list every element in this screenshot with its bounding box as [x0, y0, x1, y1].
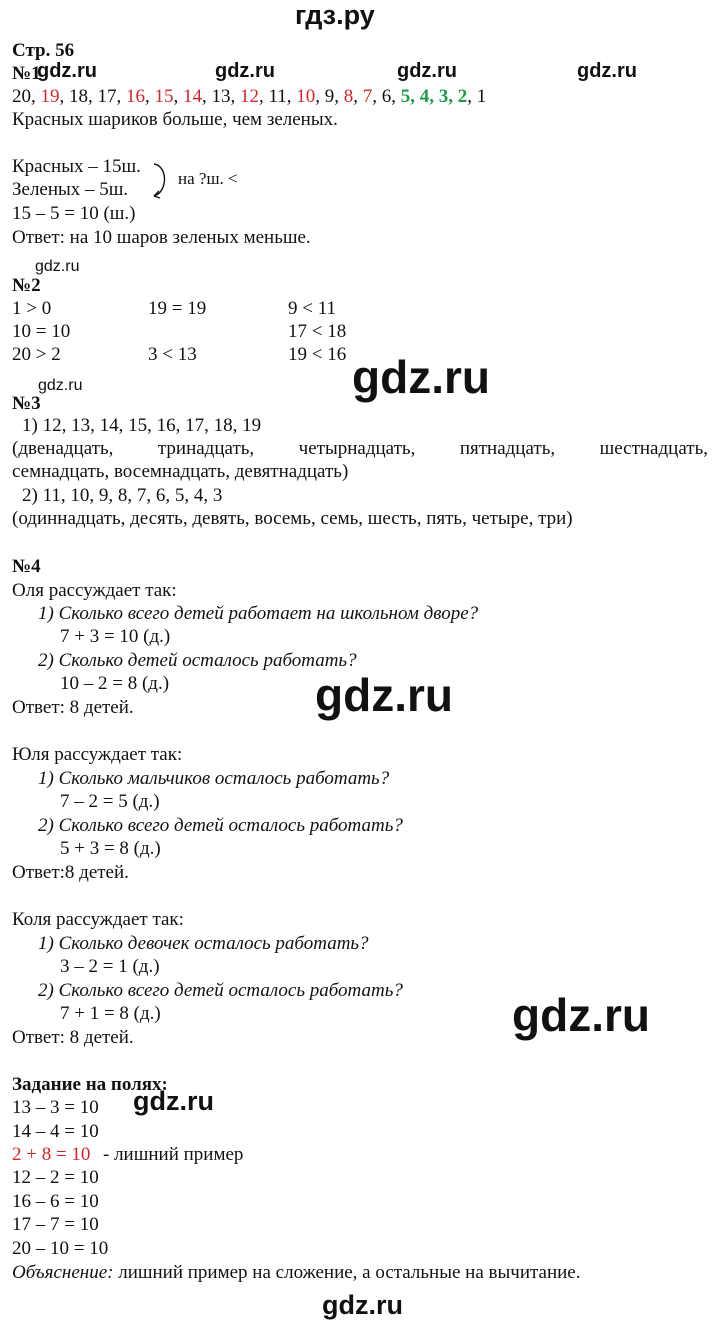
number-word: (двенадцать,	[12, 438, 114, 459]
task2-number: №2	[12, 275, 41, 296]
sequence-number: ,	[173, 86, 183, 107]
odd-note: - лишний пример	[103, 1144, 244, 1165]
margin-expression: 14 – 4 = 10	[12, 1121, 99, 1142]
margin-expression: 13 – 3 = 10	[12, 1097, 99, 1118]
watermark: gdz.ru	[215, 60, 275, 82]
comparison-question: на ?ш. <	[178, 169, 238, 188]
number-word: шестнадцать,	[599, 438, 708, 459]
task3-words-line2: семнадцать, восемнадцать, девятнадцать)	[12, 461, 349, 482]
sequence-number: 19	[40, 86, 60, 107]
margin-expression: 20 – 10 = 10	[12, 1238, 109, 1259]
number-word: пятнадцать,	[459, 438, 556, 459]
watermark: gdz.ru	[133, 1086, 214, 1116]
margin-expression: 16 – 6 = 10	[12, 1191, 99, 1212]
sequence-number: 12	[240, 86, 259, 107]
kolya-calc2: 7 + 1 = 8 (д.)	[60, 1003, 161, 1024]
number-word: четырнадцать,	[298, 438, 416, 459]
task1-statement: Красных шариков больше, чем зеленых.	[12, 109, 338, 130]
sequence-number: 15	[154, 86, 174, 107]
task3-words2: (одиннадцать, десять, девять, восемь, семь, шесть, пять, четыре, три)	[12, 508, 573, 529]
explanation-text: лишний пример на сложение, а остальные на вычитание.	[113, 1262, 581, 1283]
odd-expression: 2 + 8 = 10	[12, 1144, 91, 1165]
margin-task-title: Задание на полях:	[12, 1074, 168, 1095]
sequence-number: , 1	[467, 86, 487, 107]
sequence-number: , 11,	[259, 86, 297, 107]
explanation-label: Объяснение:	[12, 1262, 114, 1283]
compare-cell: 10 = 10	[12, 321, 71, 342]
watermark: gdz.ru	[352, 351, 490, 403]
red-count-line: Красных – 15ш.	[12, 156, 141, 177]
task1-solution: 15 – 5 = 10 (ш.)	[12, 203, 136, 224]
kolya-answer: Ответ: 8 детей.	[12, 1027, 134, 1048]
sequence-number: 7	[362, 86, 373, 107]
green-count-line: Зеленых – 5ш.	[12, 179, 129, 200]
explanation	[12, 1262, 580, 1284]
comparison-bracket-icon	[150, 158, 172, 204]
task1-answer: Ответ: на 10 шаров зеленых меньше.	[12, 227, 311, 248]
olya-calc1: 7 + 3 = 10 (д.)	[60, 626, 171, 647]
task3-part1: 1) 12, 13, 14, 15, 16, 17, 18, 19	[22, 415, 262, 436]
task3-words-line1	[12, 438, 708, 460]
watermark: gdz.ru	[577, 60, 637, 82]
watermark: gdz.ru	[512, 989, 650, 1041]
number-sequence	[12, 86, 486, 108]
task3-number: №3	[12, 393, 41, 414]
task4-number: №4	[12, 556, 41, 577]
sequence-number: 8	[343, 86, 354, 107]
task1-number: №1	[12, 63, 41, 84]
sequence-number: 16	[126, 86, 145, 107]
kolya-question2: 2) Сколько всего детей осталось работать?	[38, 980, 403, 1001]
compare-cell: 20 > 2	[12, 344, 61, 365]
sequence-number: 5, 4, 3, 2	[400, 86, 468, 107]
yulya-answer: Ответ:8 детей.	[12, 862, 129, 883]
sequence-number: ,	[353, 86, 363, 107]
olya-question1: 1) Сколько всего детей работает на школьном дворе?	[38, 603, 479, 624]
watermark: gdz.ru	[35, 258, 80, 275]
kolya-question1: 1) Сколько девочек осталось работать?	[38, 933, 369, 954]
yulya-calc2: 5 + 3 = 8 (д.)	[60, 838, 161, 859]
sequence-number: , 6,	[372, 86, 401, 107]
watermark: gdz.ru	[322, 1290, 403, 1320]
sequence-number: , 9,	[315, 86, 344, 107]
watermark: gdz.ru	[38, 377, 83, 394]
olya-calc2: 10 – 2 = 8 (д.)	[60, 673, 170, 694]
watermark: gdz.ru	[37, 60, 97, 82]
margin-expression: 17 – 7 = 10	[12, 1214, 99, 1235]
sequence-number: , 18, 17,	[59, 86, 126, 107]
olya-intro: Оля рассуждает так:	[12, 580, 177, 601]
watermark: gdz.ru	[315, 669, 453, 721]
olya-answer: Ответ: 8 детей.	[12, 697, 134, 718]
compare-cell: 1 > 0	[12, 298, 52, 319]
kolya-calc1: 3 – 2 = 1 (д.)	[60, 956, 160, 977]
sequence-number: 14	[183, 86, 202, 107]
margin-expression: 12 – 2 = 10	[12, 1167, 99, 1188]
sequence-number: 10	[296, 86, 316, 107]
yulya-intro: Юля рассуждает так:	[12, 744, 183, 765]
compare-cell: 19 = 19	[148, 298, 207, 319]
olya-question2: 2) Сколько детей осталось работать?	[38, 650, 357, 671]
compare-cell: 3 < 13	[148, 344, 197, 365]
yulya-question2: 2) Сколько всего детей осталось работать?	[38, 815, 403, 836]
task3-part2: 2) 11, 10, 9, 8, 7, 6, 5, 4, 3	[22, 485, 223, 506]
sequence-number: ,	[145, 86, 155, 107]
number-word: тринадцать,	[157, 438, 255, 459]
watermark: gdz.ru	[397, 60, 457, 82]
sequence-number: 20,	[12, 86, 41, 107]
page-label: Стр. 56	[12, 40, 75, 61]
compare-cell: 19 < 16	[288, 344, 347, 365]
compare-cell: 9 < 11	[288, 298, 337, 319]
site-title: гдз.ру	[295, 0, 375, 30]
yulya-calc1: 7 – 2 = 5 (д.)	[60, 791, 160, 812]
sequence-number: , 13,	[202, 86, 240, 107]
compare-cell: 17 < 18	[288, 321, 347, 342]
yulya-question1: 1) Сколько мальчиков осталось работать?	[38, 768, 390, 789]
kolya-intro: Коля рассуждает так:	[12, 909, 184, 930]
